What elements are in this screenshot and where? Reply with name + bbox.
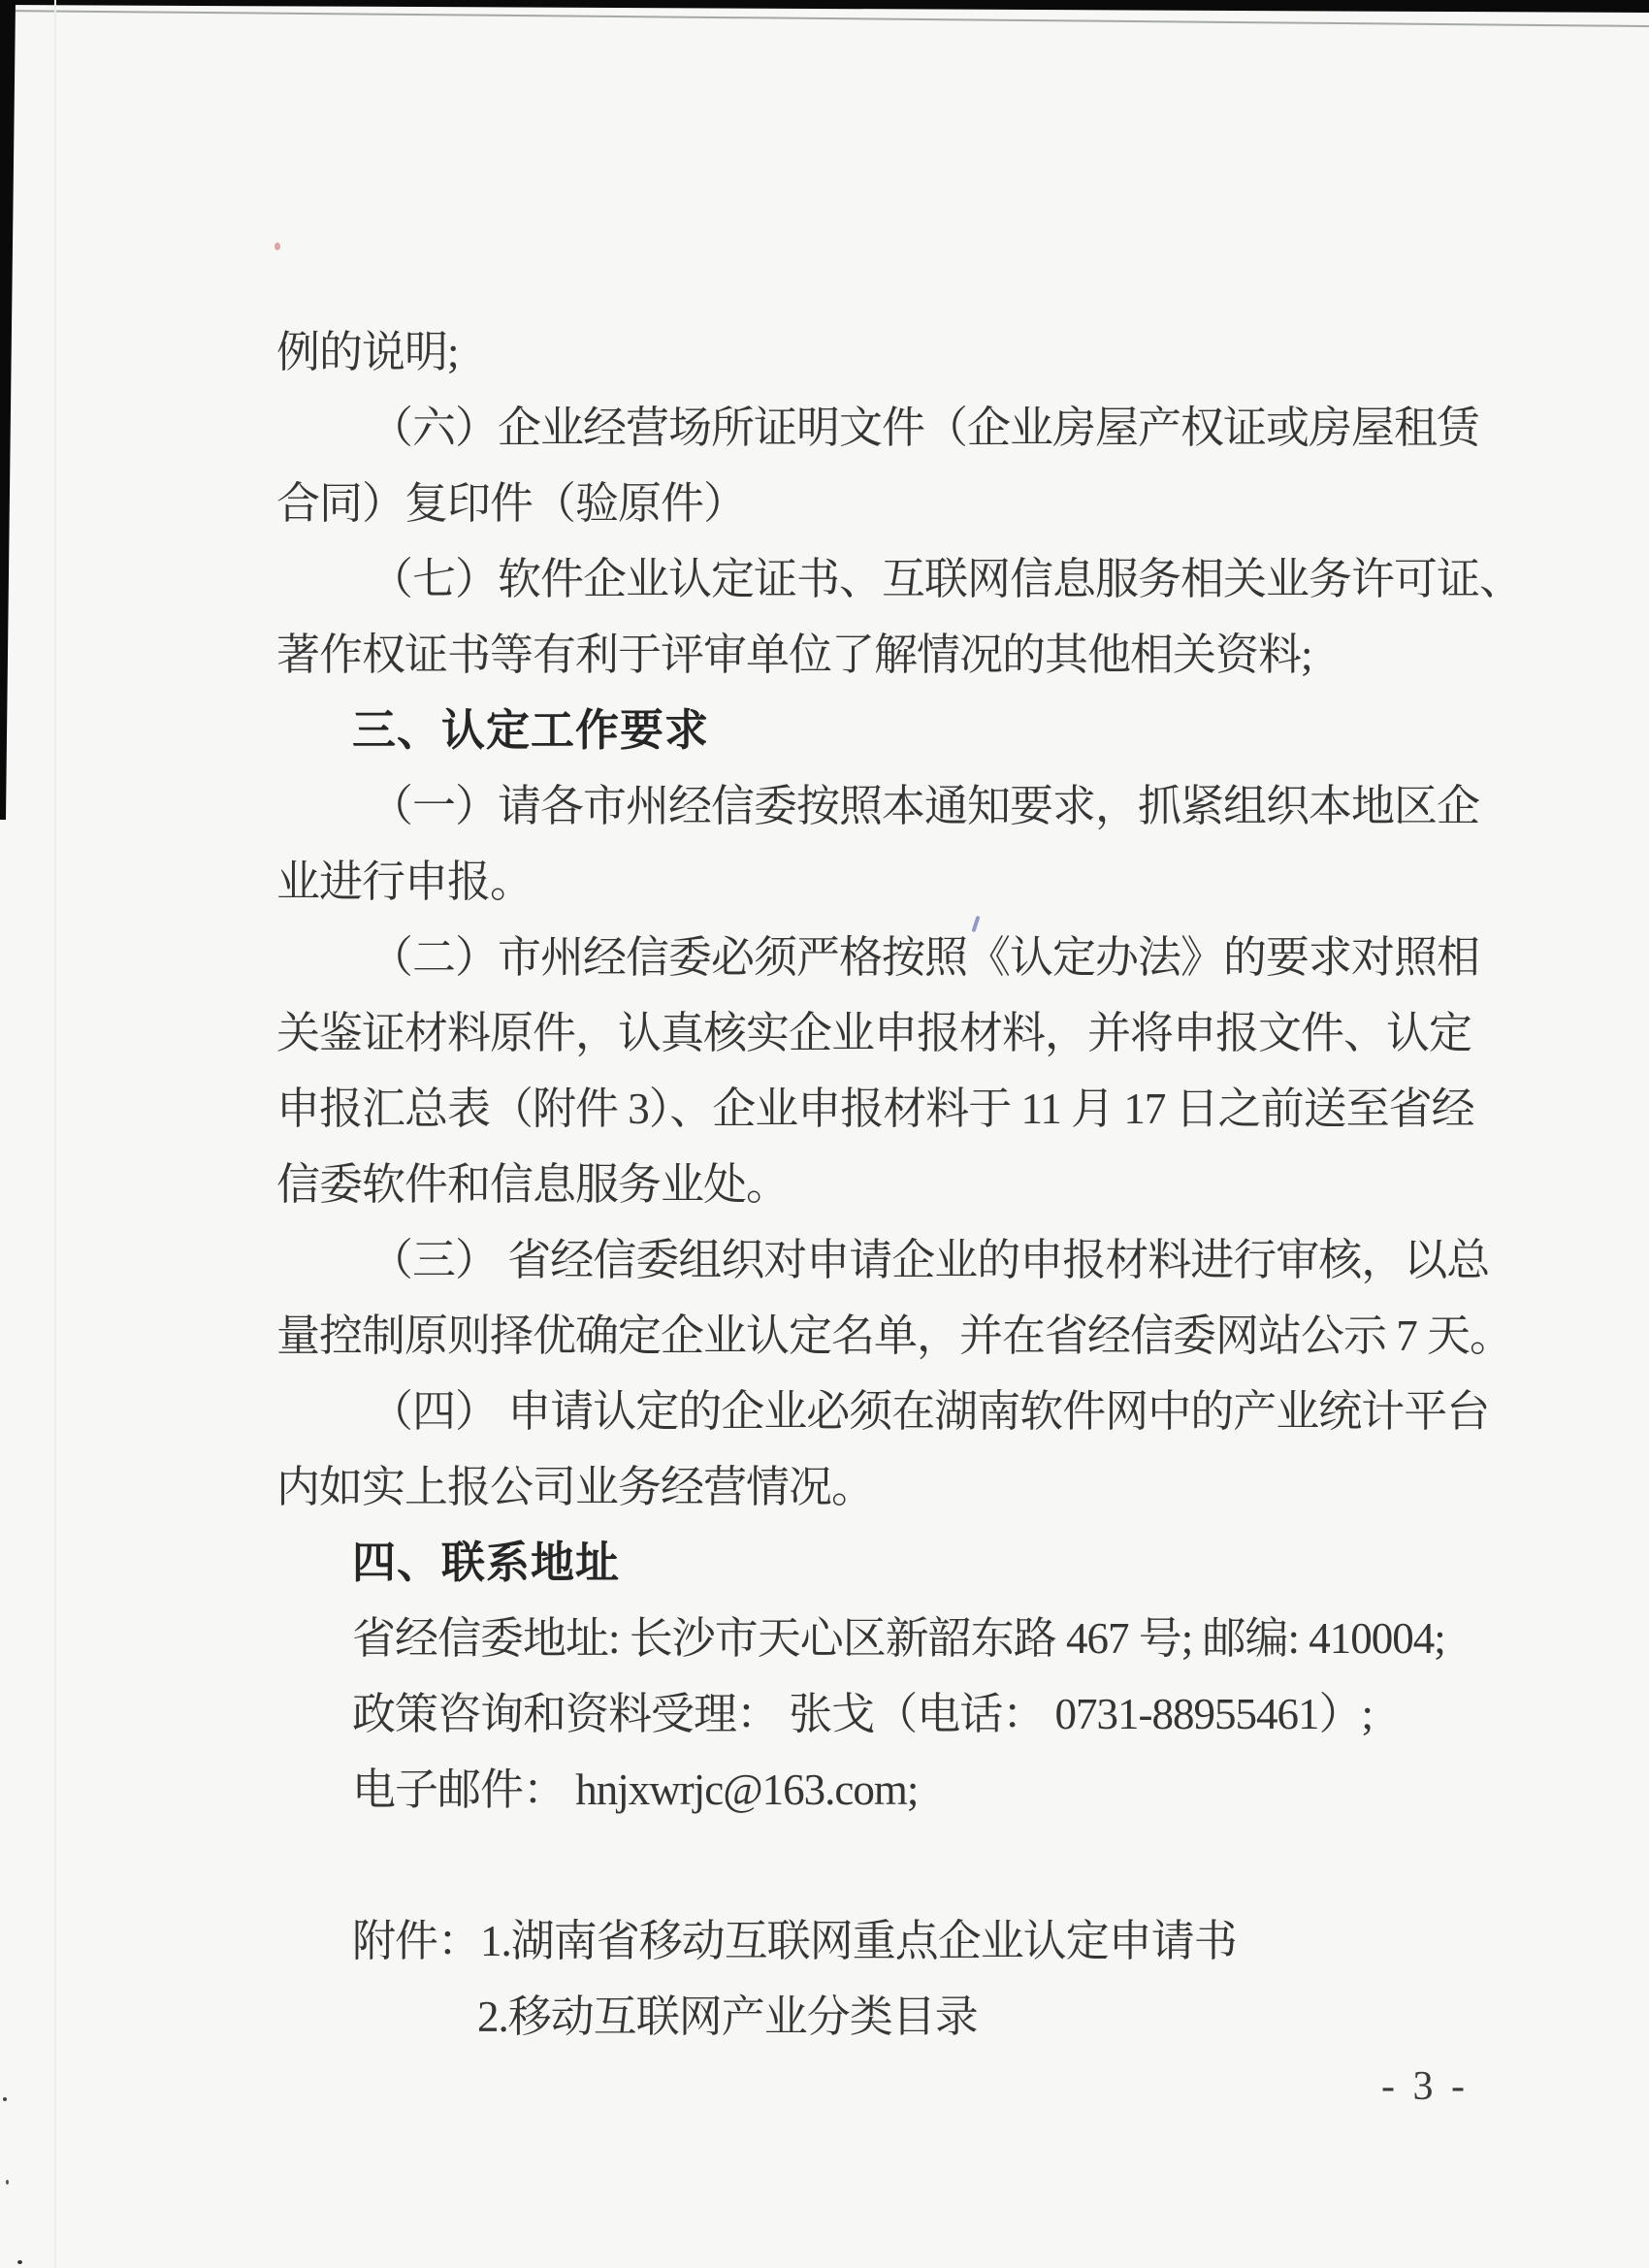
section-heading: 三、认定工作要求: [352, 705, 710, 755]
text-line: 申报汇总表（附件 3）、企业申报材料于 11 月 17 日之前送至省经: [276, 1085, 1474, 1133]
scan-speck: [17, 2260, 22, 2264]
text-line: （四） 申请认定的企业必须在湖南软件网中的产业统计平台: [370, 1387, 1490, 1436]
text-line: 业进行申报。: [276, 858, 534, 906]
text-line: （三） 省经信委组织对申请企业的申报材料进行审核，以总: [370, 1236, 1490, 1284]
scan-speck: [3, 2097, 7, 2101]
scan-speck: [6, 2180, 9, 2185]
ink-speck: [275, 243, 280, 250]
text-line: 关鉴证材料原件，认真核实企业申报材料，并将申报文件、认定: [276, 1009, 1472, 1057]
text-line: （七）软件企业认定证书、互联网信息服务相关业务许可证、: [370, 555, 1523, 603]
text-line: 电子邮件： hnjxwrjc@163.com;: [352, 1766, 919, 1814]
text-line: （六）企业经营场所证明文件（企业房屋产权证或房屋租赁: [370, 404, 1480, 452]
scan-edge-left: [0, 0, 16, 820]
paper-fold-streak: [54, 0, 56, 2268]
section-heading: 四、联系地址: [352, 1538, 621, 1587]
page-number: - 3 -: [1381, 2064, 1469, 2109]
text-line: 量控制原则择优确定企业认定名单，并在省经信委网站公示 7 天。: [276, 1312, 1513, 1360]
text-line: 省经信委地址: 长沙市天心区新韶东路 467 号; 邮编: 410004;: [352, 1614, 1445, 1663]
text-line: 附件：1.湖南省移动互联网重点企业认定申请书: [352, 1917, 1237, 1965]
text-line: 著作权证书等有利于评审单位了解情况的其他相关资料;: [276, 631, 1312, 679]
text-line: 合同）复印件（验原件）: [276, 479, 747, 528]
text-line: 内如实上报公司业务经营情况。: [276, 1463, 875, 1511]
text-line: 政策咨询和资料受理： 张戈（电话： 0731-88955461）;: [352, 1690, 1373, 1738]
text-line: 例的说明;: [276, 328, 459, 376]
scan-artifact-line: [0, 10, 1649, 27]
text-line: （二）市州经信委必须严格按照《认定办法》的要求对照相: [370, 933, 1480, 982]
text-line: （一）请各市州经信委按照本通知要求，抓紧组织本地区企: [370, 782, 1480, 830]
text-line: 信委软件和信息服务业处。: [276, 1160, 790, 1209]
text-line: 2.移动互联网产业分类目录: [477, 1993, 978, 2041]
